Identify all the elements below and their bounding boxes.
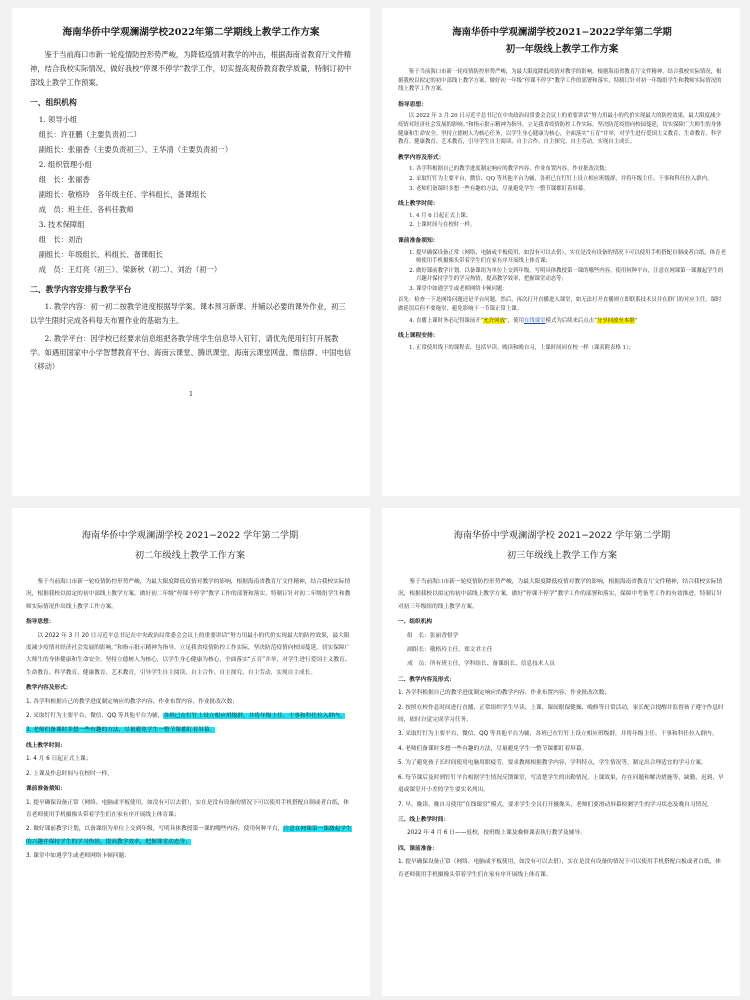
list-item: 3. 课堂中如遇学生或老师网络卡顿问题：	[26, 853, 130, 860]
title-line: 海南华侨中学观澜湖学校2021−2022学年第二学期	[452, 27, 672, 38]
body-paragraph: 2022 年 4 月 6 日——返校，按班级上课及晚修课表执行教学及辅导。	[407, 830, 586, 837]
list-item	[26, 823, 354, 848]
section-heading: 四、课前准备：	[398, 845, 438, 852]
list-item: 1. 各学科根据自己的教学进度制定响应的教学内容、作业布置内容、作业批改次数；	[26, 698, 238, 705]
list-item: 1. 4 月 6 日起正式上课；	[416, 212, 726, 221]
org-line: 3. 技术保障组	[38, 220, 85, 229]
list-item: 1. 提早确保设备正常（网络、电脑或平板使用，如没有可以去借），实在是没有设备的情况下可以使用手机搭配自制或者白纸，体育老师使用手机摄像头带着学生们在家有序开展线上体育课；	[416, 249, 726, 266]
section-heading: 指导思想：	[26, 619, 55, 626]
list-item: 1. 各学科根据自己的教学进度制定响应的教学内容、作业布置内容、作业批改次数；	[416, 165, 726, 174]
highlighted-text: 分享回放至本群	[596, 317, 635, 324]
list-item: 2. 上课及作息时间与在校时一样。	[26, 770, 113, 777]
list-item: 1. 正常使用线下的课程表，包括早读、晚读和晚自习，上课时间同在校一样（课表附表格 1）；	[416, 344, 726, 353]
org-line: 副组长：张丽香（主要负责初三）、王华清（主要负责初一）	[38, 145, 233, 154]
list-item: 2. 上课时间与在校时一样。	[416, 221, 726, 230]
intro-paragraph: 鉴于当前海口市新一轮疫情防控形势严峻，为最大限度降低疫情对教学的影响，根据海南省教育厅文件精神，结合我校实际情况，根据我校以拟定的初中部线上教学方案，做好“停课不停学”教学工作的部署和落实，保障中考备考工作的有效推进，特制订针对初三年级组的线上教学方案。	[398, 579, 723, 610]
page-number: 1	[189, 391, 193, 398]
list-item: 2. 做好课前教学计划，以备课组为单位上交到年级，写明具体教授第一课的哪些内容，使用何种平台，注意在网课第一课激起学生的兴趣并保持学生的学习热情，提高教学效率，把握课堂动态等；	[416, 267, 726, 284]
list-item: 2. 采取钉钉为主要平台，微信、QQ 等其他平台为辅，各班已在钉钉上设立相应班级群，并将年级主任、干事和科任拉入群内。	[416, 175, 726, 184]
highlighted-text: 3. 老师们备课时多想一些有趣的方法，尽量避免学生一整节课都盯着屏幕。	[26, 727, 216, 734]
list-item: 7. 早、晚读、晚自习使用“在线课堂”模式，要求学生全员打开摄像头，老师们要滑动屏幕检测学生的学习状态及晚自习情况。	[398, 801, 713, 808]
org-line: 成 员：王灯亮（初三）、梁新秋（初二）、刘治（初一）	[38, 265, 222, 274]
list-item: 3. 采取钉钉为主要平台，微信、QQ 等其他平台为辅，各班已在钉钉上设立相应班级群，并将年级主任、干事和科任拉入群内。	[398, 731, 718, 738]
org-line: 副组长：敬格玲 各年级主任、学科组长，备课组长	[38, 190, 207, 199]
underlined-text: 在线课堂	[523, 317, 546, 324]
org-line: 成 员：所有班主任、学科组长、备课组长、信息技术人员	[407, 661, 555, 668]
prep-list-continued	[398, 317, 726, 326]
org-line: 组 长：张丽香	[38, 175, 90, 184]
section-heading: 教学内容及形式：	[398, 154, 445, 161]
org-line: 副组长：敬格玲主任、郑文君主任	[407, 647, 493, 654]
section-heading: 三、线上教学时间：	[398, 816, 450, 823]
list-item: 3. 课堂中如遇学生或老师网络卡顿问题：	[416, 285, 726, 294]
page-grade2-plan	[12, 508, 370, 996]
list-item	[416, 317, 726, 326]
list-item	[26, 710, 354, 722]
text-run: 直播上课时务必记得课前开“	[416, 317, 484, 324]
section-heading: 一、组织机构	[30, 98, 77, 107]
section-heading: 线上教学时间：	[26, 742, 66, 749]
text-run: 模式为后续来后点击“	[545, 317, 597, 324]
highlighted-text: 注意在网课第一课激起学生的兴趣并保持学生的学习热情，提高教学效率，把握课堂动态等；	[26, 826, 352, 845]
title-line: 初一年级线上教学工作方案	[505, 44, 619, 55]
org-line: 1. 领导小组	[38, 115, 78, 124]
body-paragraph: 2. 教学平台：因学校已经要求信息组把各教学班学生信息导入钉钉，请优先使用钉钉开展教学。如遇用国家中小学智慧教育平台、海南云课堂、腾讯课堂、海南云课堂网盘、微信群、中国电信（移动）	[30, 334, 352, 371]
page-title	[398, 526, 726, 566]
org-line: 组长：许亚鹏（主要负责初二）	[38, 130, 141, 139]
section-heading: 线上教学时间：	[398, 201, 439, 208]
body-paragraph: 首先：检查一下是网络问题还是平台问题，然后，再次打开直播进入课堂，如无法打开直播则立即联系技术员并在群门的对应主任，课时做延误后但不要拖堂，避免影响下一节课正常上课。	[398, 297, 722, 313]
org-line: 成 员：班主任、各科任教师	[38, 205, 134, 214]
intro-paragraph: 鉴于当前海口市新一轮疫情防控形势严峻，为最大限度降低疫情对教学的影响，根据海南省教育厅文件精神，结合我校实际情况，根据我校以拟定的初中部线上教学方案，做好初二年级“停课不停学”教学工作的部署和落实，特制订针对初二年级组学生和教师实际情况作出线上教学工作方案。	[26, 579, 351, 610]
list-item: 3. 老师们备课时多想一些有趣的方法，尽量避免学生一整节课都盯着屏幕。	[416, 185, 726, 194]
course-list	[398, 344, 726, 353]
time-list	[398, 212, 726, 230]
list-item: 4. 老师们备课时多想一些有趣的方法，尽量避免学生一整节课都盯着屏幕。	[398, 745, 588, 752]
intro-paragraph: 鉴于当前海口市新一轮疫情防控形势严峻，为最大限度降低疫情对教学的影响，根据海南省教育厅文件精神，结合我校实际情况，根据我校以拟定的初中部线上教学方案，做好初一年级“停课不停学”教学工作的部署和落实，特制订针对初一年级组学生和教师实际情况的线上教学工作方案。	[398, 69, 722, 93]
org-line: 组 长：刘治	[38, 235, 83, 244]
body-paragraph: 1. 教学内容：初一初二按教学进度根据导学案、课本预习新课、并辅以必要的课外作业，初三以学生限时完成各科每天布置作业的基础为主。	[30, 302, 346, 325]
section-heading: 课前准备须知：	[398, 237, 439, 244]
text-run: ”，使用	[505, 317, 524, 324]
org-line: 组 长：张丽香督学	[407, 632, 459, 639]
intro-paragraph: 鉴于当前海口市新一轮疫情防控形势严峻，为降低疫情对教学的冲击，根据海南省教育厅文件精神，结合我校实际情况，做好我校“停课不停学”教学工作，切实提高观侨教育教学质量，特制订初中部线上教学工作预案。	[30, 50, 352, 87]
text-run: ”	[634, 317, 638, 324]
section-heading: 教学内容及形式：	[26, 685, 72, 692]
list-item: 2. 按照在校作息时间进行直播，正常组织学生早读、上课、课间眼保健操、晚修等日常活动，家长配合提醒并监督孩子遵守作息时间，依时自觉完成学习任务。	[398, 704, 724, 724]
section-heading: 一、组织机构	[398, 619, 433, 626]
text-run: 2. 做好课前教学计划，以备课组为单位上交到年级，写明具体教授第一课的哪些内容，使用何种平台，	[26, 826, 284, 833]
list-item: 1. 提早确保设备正常（网络、电脑或平板使用，如没有可以去借），实在是没有设备的情况下可以使用手机搭配自制或者白纸，体育老师使用手机摄像头带着学生们在家有序开展线上体育课；	[26, 799, 349, 818]
page-grade3-plan	[382, 508, 740, 996]
list-item: 1. 提早确保设备正常（网络、电脑或平板使用，如没有可以去借），实在是没有设备的情况下可以使用手机搭配白板或者白纸，体育老师使用手机摄像头带着学生们在家有序开展线上体育课。	[398, 859, 721, 878]
highlighted-text: 允许回放	[483, 317, 506, 324]
section-heading: 指导思想：	[398, 101, 427, 108]
prep-list	[398, 249, 726, 294]
section-heading: 课前准备须知：	[26, 786, 66, 793]
title-line: 海南华侨中学观澜湖学校 2021−2022 学年第二学期	[81, 530, 299, 541]
org-line: 2. 组织管理小组	[38, 160, 92, 169]
page-title: 海南华侨中学观澜湖学校2022年第二学期线上教学工作方案	[62, 27, 320, 38]
list-item: 1. 各学科根据自己的教学进度制定响应的教学内容、作业布置内容、作业批改次数；	[398, 690, 610, 697]
section-heading: 二、教学内容及形式：	[398, 676, 455, 683]
page-title	[26, 526, 354, 566]
body-paragraph: 以 2022 年 3 月 20 日习近平总书记在中央政治局常委会会议上的重要讲话“努力用最小的代价实现最大的防控效果，最大限度减少疫情对经济社会发展的影响。”和指示批示精神为指导，立足我省疫情防控工作实际，坚决防范疫情向校园蔓延，切实保障广大师生的身体健康和生命安全。坚持立德树人为核心，以学生身心健康为核心，全面落实“五育”并举，对学生进行爱国主义教育、生命教育、科学教育、健康教育、艺术教育，引导学生自主阅读、自主合作、自主探究、自主劳动，实现自主成长。	[26, 632, 351, 676]
title-line: 初三年级线上教学工作方案	[506, 550, 618, 561]
list-item: 6. 每节课后及时到钉钉平台根据学生情况反馈课堂，写清楚学生的出勤情况，上课效果，存在问题和解决措施等，缺勤，迟到，早退或课堂开小差的学生要实名列出。	[398, 774, 724, 794]
title-line: 初二年级线上教学工作方案	[134, 550, 246, 561]
list-item: 5. 为了避免孩子长时间使用电脑用眼疲劳，要求教师根据教学内容，学科特点，学生情况等，制定出合理适宜的学习方案。	[398, 760, 707, 767]
highlighted-text: 各班已在钉钉上设立相应班级群，并将年级主任、干事和科任拉入群内。	[163, 713, 346, 720]
content-list	[398, 165, 726, 193]
list-item: 1. 4 月 6 日起正式上课；	[26, 756, 92, 763]
text-run: 2. 采取钉钉为主要平台，微信、QQ 等其他平台为辅，	[26, 713, 164, 720]
title-line: 海南华侨中学观澜湖学校 2021−2022 学年第二学期	[453, 530, 671, 541]
page-grade1-plan	[382, 8, 740, 496]
body-paragraph: 以 2022 年 3 月 20 日习近平总书记在中央政治局常委会会议上的重要讲话“努力用最小的代价实现最大的防控效果，最大限度减少疫情对经济社会发展的影响。”和指示批示精神为指导，立足我省疫情防控工作实际，坚决防范疫情向校园蔓延，切实保障广大师生的身体健康和生命安全。坚持立德树人为核心任务，以学生身心健康为核心，全面落实“五育”并举，对学生进行爱国主义教育、生命教育、科学教育、健康教育、艺术教育，引导学生自主阅读、自主合作、自主探究，自主劳动，实现自主成长。	[398, 113, 722, 146]
page-title	[398, 24, 726, 58]
list-item	[26, 724, 354, 736]
page-grade-plan	[12, 8, 370, 496]
section-heading: 线上课程安排：	[398, 333, 439, 340]
org-line: 副组长：年级组长、科组长、备课组长	[38, 250, 163, 259]
section-heading: 二、教学内容安排与教学平台	[30, 285, 132, 294]
